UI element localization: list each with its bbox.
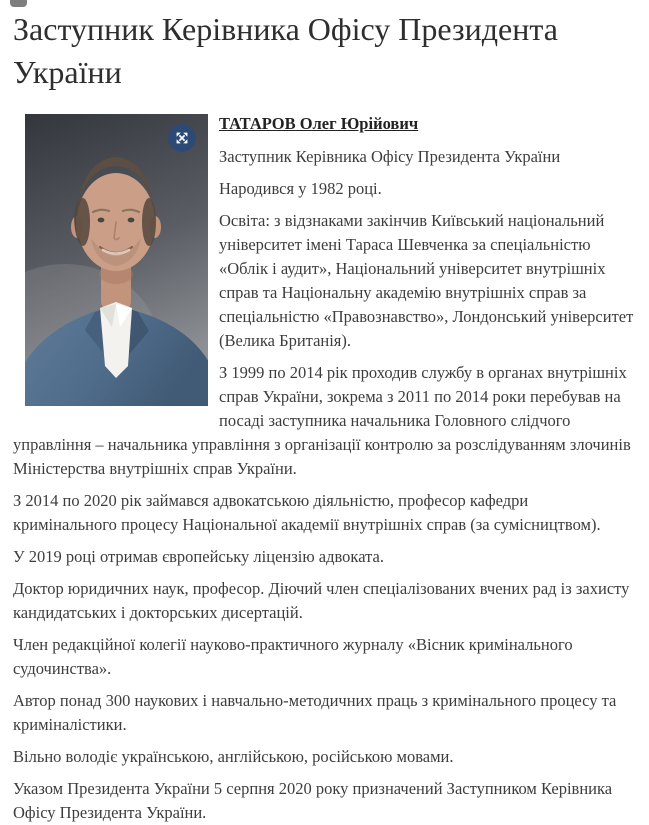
bio-paragraph: У 2019 році отримав європейську ліцензію адвоката. (13, 547, 384, 566)
profile-name-link[interactable]: ТАТАРОВ Олег Юрійович (219, 114, 419, 133)
page-title: Заступник Керівника Офісу Президента України (13, 11, 558, 90)
expand-arrows-icon (175, 131, 189, 145)
bio-paragraph: З 2014 по 2020 рік займався адвокатською діяльністю, професор кафедри кримінального процесу Національної академії внутрішніх справ (за сумісництвом). (13, 491, 601, 534)
bio-paragraph: Народився у 1982 році. (219, 179, 382, 198)
profile-position: Заступник Керівника Офісу Президента України (219, 147, 561, 166)
profile-photo[interactable] (25, 114, 208, 406)
expand-photo-button[interactable] (168, 124, 196, 152)
bio-article (13, 112, 635, 825)
portrait-image (25, 114, 208, 406)
bio-paragraph: Освіта: з відзнаками закінчив Київський національний університет імені Тараса Шевченка за спеціальністю «Облік і аудит», Національний університет внутрішніх справ та Національну академію внутрішніх справ за спеціальністю «Правознавство», Лондонський університет (Велика Британія). (219, 211, 634, 350)
bio-paragraph: Указом Президента України 5 серпня 2020 року призначений Заступником Керівника Офісу Президента України. (13, 779, 613, 822)
bio-paragraph: Член редакційної колегії науково-практичного журналу «Вісник кримінального судочинства». (13, 635, 573, 678)
bio-paragraph: Автор понад 300 наукових і навчально-методичних праць з кримінального процесу та криміналістики. (13, 691, 617, 734)
cutoff-page-element (10, 0, 27, 7)
bio-paragraph: Доктор юридичних наук, професор. Діючий член спеціалізованих вчених рад із захисту кандидатських і докторських дисертацій. (13, 579, 630, 622)
bio-paragraph: Вільно володіє українською, англійською, російською мовами. (13, 747, 454, 766)
bio-paragraph: З 1999 по 2014 рік проходив службу в органах внутрішніх справ України, зокрема з 2011 по 2014 роки перебував на посаді заступника начальника Головного слідчого управління – начальника управління з організації контролю за розслідуванням злочинів Міністерства внутрішніх справ України. (13, 363, 631, 478)
